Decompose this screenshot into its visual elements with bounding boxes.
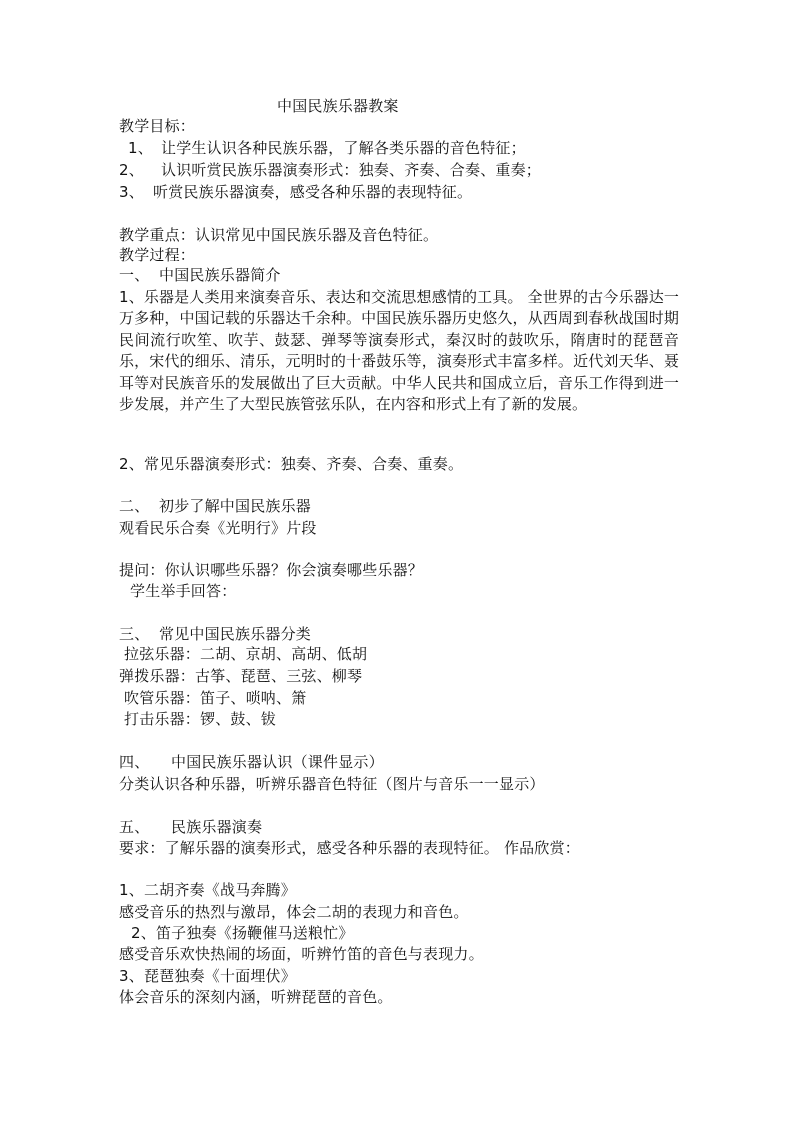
section-number: 三、 xyxy=(119,625,150,643)
goal-number: 3、 xyxy=(119,183,144,201)
section-number: 四、 xyxy=(119,753,150,771)
performance-forms: 2、常见乐器演奏形式：独奏、齐奏、合奏、重奏。 xyxy=(119,455,464,473)
section-heading xyxy=(119,265,281,285)
intro-paragraph: 1、乐器是人类用来演奏音乐、表达和交流思想感情的工具。 全世界的古今乐器达一万多种，中国记载的乐器达千余种。中国民族乐器历史悠久，从西周到春秋战国时期民间流行吹笙、吹芋、鼓瑟、弹琴等演奏形式，秦汉时的鼓吹乐，隋唐时的琵琶音乐，宋代的细乐、清乐，元明时的十番鼓乐等，演奏形式丰富多样。近代刘天华、聂耳等对民族音乐的发展做出了巨大贡献。中华人民共和国成立后，音乐工作得到进一步发展，并产生了大型民族管弦乐队，在内容和形式上有了新的发展。 xyxy=(119,288,679,414)
work-title: 1、二胡齐奏《战马奔腾》 xyxy=(119,881,296,899)
instrument-category: 打击乐器：锣、鼓、钹 xyxy=(124,710,277,728)
section-number: 五、 xyxy=(119,818,150,836)
requirement: 要求：了解乐器的演奏形式，感受各种乐器的表现特征。 作品欣赏： xyxy=(119,839,580,857)
work-description: 体会音乐的深刻内涵，听辨琵琶的音色。 xyxy=(119,988,393,1006)
instrument-category: 拉弦乐器：二胡、京胡、高胡、低胡 xyxy=(124,645,368,663)
page-title: 中国民族乐器教案 xyxy=(277,97,399,115)
goal-item xyxy=(128,138,526,158)
section-number: 一、 xyxy=(119,266,150,284)
section-title: 常见中国民族乐器分类 xyxy=(159,625,312,643)
goal-item xyxy=(119,182,472,202)
instrument-category: 弹拨乐器：古筝、琵琶、三弦、柳琴 xyxy=(119,667,363,685)
answer-prompt: 学生举手回答： xyxy=(130,582,237,600)
goal-number: 2、 xyxy=(119,161,144,179)
work-title: 2、笛子独奏《扬鞭催马送粮忙》 xyxy=(131,924,354,942)
work-description: 感受音乐的热烈与激昂，体会二胡的表现力和音色。 xyxy=(119,903,469,921)
section-heading xyxy=(119,624,311,644)
key-point: 教学重点：认识常见中国民族乐器及音色特征。 xyxy=(119,226,439,244)
courseware-activity: 分类认识各种乐器，听辨乐器音色特征（图片与音乐一一显示） xyxy=(119,775,545,793)
goal-text: 认识听赏民族乐器演奏形式：独奏、齐奏、合奏、重奏； xyxy=(161,161,542,179)
section-title: 民族乐器演奏 xyxy=(171,818,263,836)
process-heading: 教学过程： xyxy=(119,246,196,264)
section-number: 二、 xyxy=(119,497,150,515)
work-title: 3、琵琶独奏《十面埋伏》 xyxy=(119,967,296,985)
section-title: 中国民族乐器简介 xyxy=(159,266,281,284)
section-title: 初步了解中国民族乐器 xyxy=(159,497,312,515)
goal-item xyxy=(119,160,541,180)
video-activity: 观看民乐合奏《光明行》片段 xyxy=(119,519,317,537)
section-heading xyxy=(119,752,384,772)
section-heading xyxy=(119,496,311,516)
work-description: 感受音乐欢快热闹的场面，听辨竹笛的音色与表现力。 xyxy=(119,945,484,963)
question: 提问：你认识哪些乐器？你会演奏哪些乐器？ xyxy=(119,561,424,579)
goal-text: 听赏民族乐器演奏，感受各种乐器的表现特征。 xyxy=(153,183,473,201)
section-title: 中国民族乐器认识（课件显示） xyxy=(171,753,384,771)
goal-number: 1、 xyxy=(128,139,153,157)
instrument-category: 吹管乐器：笛子、唢呐、箫 xyxy=(124,689,307,707)
goal-text: 让学生认识各种民族乐器，了解各类乐器的音色特征； xyxy=(161,139,526,157)
goals-heading: 教学目标： xyxy=(119,117,196,135)
section-heading xyxy=(119,817,262,837)
